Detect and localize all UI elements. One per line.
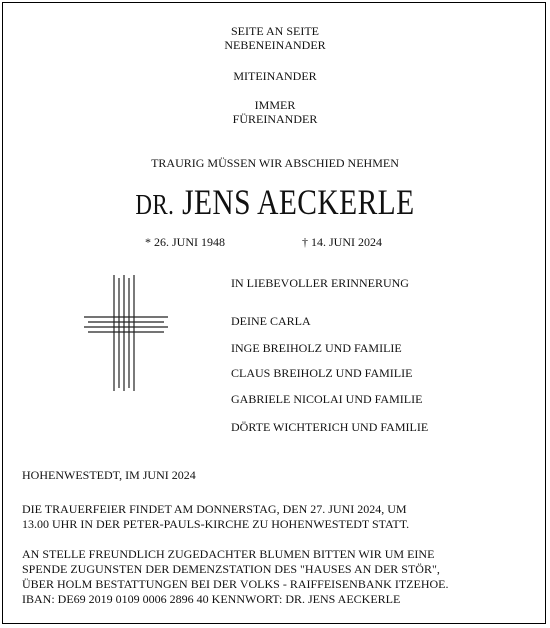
deceased-name xyxy=(50,180,501,228)
mourner-3: CLAUS BREIHOLZ UND FAMILIE xyxy=(231,366,413,380)
donation-line-2: SPENDE ZUGUNSTEN DER DEMENZSTATION DES "HAUSES AN DER STÖR", xyxy=(22,562,440,576)
mourner-2: INGE BREIHOLZ UND FAMILIE xyxy=(231,341,402,355)
poem-line-1: SEITE AN SEITE xyxy=(231,24,319,38)
cross-icon xyxy=(80,273,172,393)
deceased-fullname: JENS AECKERLE xyxy=(182,182,415,222)
poem-line-3: MITEINANDER xyxy=(233,69,317,83)
poem-line-4: IMMER xyxy=(254,98,296,112)
funeral-notice xyxy=(22,502,532,532)
poem-line-2: NEBENEINANDER xyxy=(224,38,326,52)
funeral-line-1: DIE TRAUERFEIER FINDET AM DONNERSTAG, DEN 27. JUNI 2024, UM xyxy=(22,502,407,516)
memory-heading: IN LIEBEVOLLER ERINNERUNG xyxy=(231,276,409,290)
mourner-5: DÖRTE WICHTERICH UND FAMILIE xyxy=(231,420,429,434)
donation-line-3: ÜBER HOLM BESTATTUNGEN BEI DER VOLKS - RAIFFEISENBANK ITZEHOE. xyxy=(22,577,449,591)
place-date: HOHENWESTEDT, IM JUNI 2024 xyxy=(22,468,196,482)
funeral-line-2: 13.00 UHR IN DER PETER-PAULS-KIRCHE ZU HOHENWESTEDT STATT. xyxy=(22,517,410,531)
death-date: † 14. JUNI 2024 xyxy=(302,235,382,249)
mourner-1: DEINE CARLA xyxy=(231,314,311,328)
deceased-title: DR. xyxy=(135,190,175,221)
mourner-4: GABRIELE NICOLAI UND FAMILIE xyxy=(231,392,423,406)
donation-line-1: AN STELLE FREUNDLICH ZUGEDACHTER BLUMEN BITTEN WIR UM EINE xyxy=(22,547,435,561)
donation-notice xyxy=(22,547,532,607)
donation-line-4: IBAN: DE69 2019 0109 0006 2896 40 KENNWORT: DR. JENS AECKERLE xyxy=(22,592,401,606)
poem-line-5: FÜREINANDER xyxy=(232,112,318,126)
birth-date: * 26. JUNI 1948 xyxy=(145,235,225,249)
intro-text: TRAURIG MÜSSEN WIR ABSCHIED NEHMEN xyxy=(151,156,399,170)
